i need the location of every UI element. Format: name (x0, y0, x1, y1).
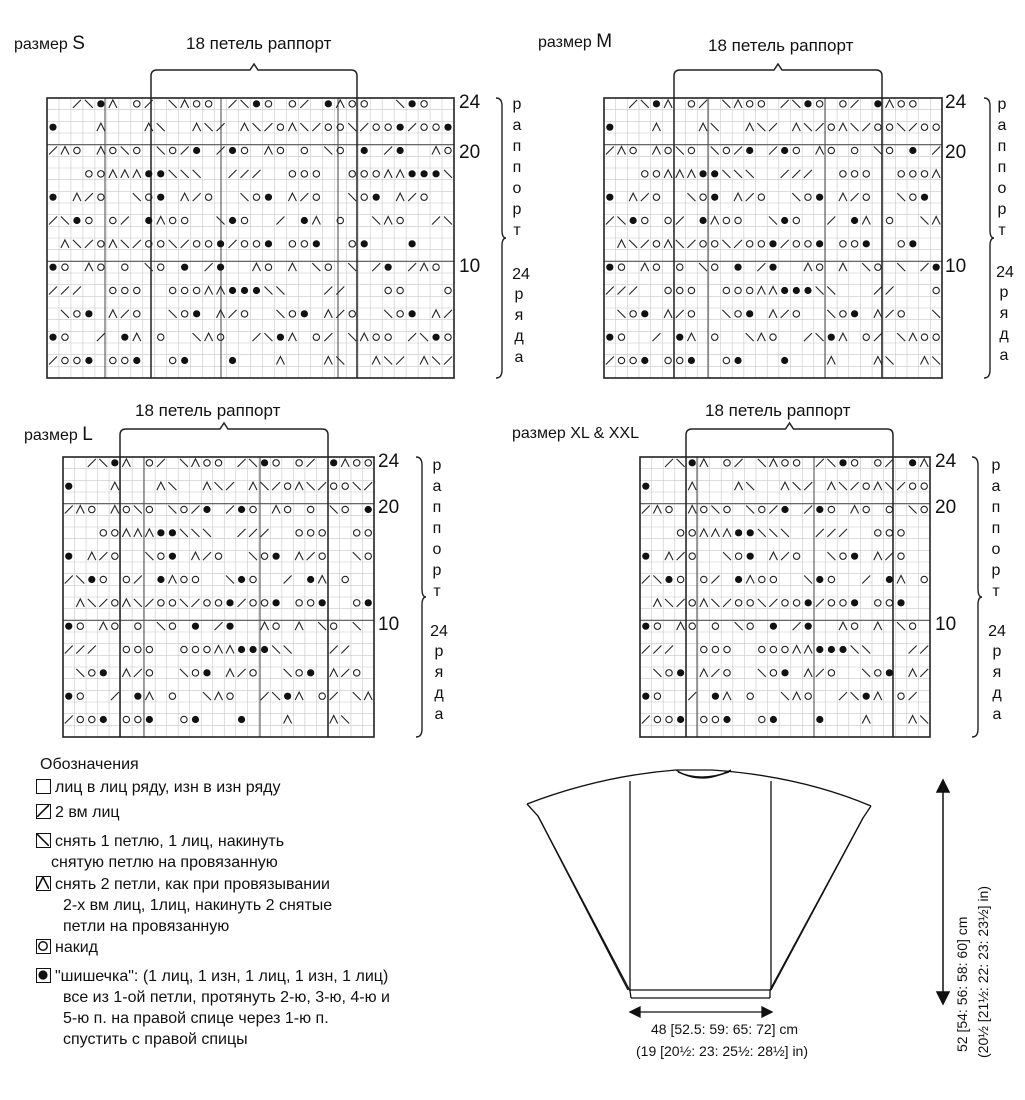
side-letter: р (432, 457, 442, 474)
legend-text: накид (55, 939, 99, 956)
side-letter: я (999, 305, 1009, 322)
chart-xl-row-24: 24 (935, 451, 957, 472)
side-letter: я (514, 307, 524, 324)
side-letter: т (433, 583, 441, 600)
left-edge-inner (538, 816, 628, 990)
size-prefix: размер (24, 427, 78, 444)
chart-m-side-count: 24 (996, 264, 1014, 281)
side-letter: а (512, 117, 522, 134)
chart-s-row-24: 24 (459, 92, 481, 113)
left-edge (527, 804, 631, 998)
side-letter: р (514, 286, 524, 303)
legend-text: 5-ю п. на правой спице через 1-ю п. (63, 1010, 329, 1027)
height-cm: 52 [54: 56: 58: 60] cm (954, 916, 970, 1052)
side-letter: а (432, 478, 442, 495)
chart-xl-repeat-label: 18 петель раппорт (705, 401, 851, 420)
side-letter: р (512, 201, 522, 218)
garment-top-edge (527, 770, 871, 806)
side-letter: п (997, 159, 1007, 176)
side-letter: п (432, 499, 442, 516)
side-letter: а (992, 706, 1002, 723)
size-prefix: размер (14, 36, 68, 53)
height-in: (20½ [21½: 22: 23: 23½] in) (975, 885, 991, 1058)
chart-xl-row-20: 20 (935, 497, 957, 518)
legend-text: лиц в лиц ряду, изн в изн ряду (55, 779, 281, 796)
legend-text: все из 1-ой петли, протянуть 2-ю, 3-ю, 4-ю и (63, 989, 390, 1006)
side-letter: р (999, 284, 1009, 301)
legend-text: 2-х вм лиц, 1лиц, накинуть 2 снятые (63, 897, 333, 914)
side-letter: я (992, 664, 1002, 681)
size-name: S (72, 33, 85, 54)
size-prefix: размер (538, 34, 592, 51)
chart-m-row-20: 20 (945, 142, 967, 163)
side-letter: р (997, 201, 1007, 218)
chart-s-repeat-label: 18 петель раппорт (186, 34, 332, 53)
size-name: L (82, 424, 93, 445)
width-arrow (630, 1007, 772, 1017)
legend-text: снять 1 петлю, 1 лиц, накинуть (55, 833, 285, 850)
side-letter: т (992, 583, 1000, 600)
side-letter: п (991, 499, 1001, 516)
chart-s-side-count: 24 (512, 266, 530, 283)
chart-m-repeat-label: 18 петель раппорт (708, 36, 854, 55)
right-edge (770, 806, 871, 998)
chart-m-row-24: 24 (945, 92, 967, 113)
garment-outline (527, 770, 871, 998)
chart-l-row-24: 24 (378, 451, 400, 472)
side-letter: я (434, 664, 444, 681)
chart-l-row-20: 20 (378, 497, 400, 518)
right-edge-inner (771, 818, 863, 990)
height-arrow (937, 780, 949, 1004)
width-cm: 48 [52.5: 59: 65: 72] cm (651, 1021, 799, 1037)
legend-text: снять 2 петли, как при провязывании (55, 876, 330, 893)
size-prefix: размер (512, 425, 566, 442)
side-letter: р (991, 562, 1001, 579)
neckline-inner (678, 772, 729, 777)
chart-m-row-10: 10 (945, 256, 967, 277)
legend-title: Обозначения (40, 756, 139, 773)
size-name: XL & XXL (570, 425, 639, 442)
chart-xl-side-count: 24 (988, 623, 1006, 640)
size-name: M (596, 31, 613, 52)
side-letter: а (434, 706, 444, 723)
side-letter: д (992, 685, 1002, 702)
side-letter: п (512, 159, 522, 176)
legend-text: снятую петлю на провязанную (51, 854, 278, 871)
side-letter: р (512, 96, 522, 113)
side-letter: а (991, 478, 1001, 495)
side-letter: а (514, 349, 524, 366)
side-letter: р (992, 643, 1002, 660)
side-letter: д (514, 328, 524, 345)
legend-text: "шишечка": (1 лиц, 1 изн, 1 лиц, 1 изн, 1 лиц) (55, 968, 389, 985)
side-letter: о (991, 541, 1001, 558)
chart-l-repeat-label: 18 петель раппорт (135, 401, 281, 420)
side-letter: о (997, 180, 1007, 197)
side-letter: п (997, 138, 1007, 155)
legend-text: петли на провязанную (63, 918, 230, 935)
chart-l-row-10: 10 (378, 614, 400, 635)
side-letter: о (432, 541, 442, 558)
width-in: (19 [20½: 23: 25½: 28½] in) (636, 1043, 809, 1059)
side-letter: р (432, 562, 442, 579)
side-letter: п (991, 520, 1001, 537)
side-letter: д (999, 326, 1009, 343)
side-letter: д (434, 685, 444, 702)
side-letter: п (512, 138, 522, 155)
chart-l-side-count: 24 (430, 623, 448, 640)
side-letter: р (997, 96, 1007, 113)
chart-s-row-10: 10 (459, 256, 481, 277)
side-letter: т (513, 222, 521, 239)
side-letter: о (512, 180, 522, 197)
chart-s-row-20: 20 (459, 142, 481, 163)
side-letter: т (998, 222, 1006, 239)
legend-text: 2 вм лиц (55, 804, 120, 821)
legend-text: спустить с правой спицы (63, 1031, 248, 1048)
side-letter: п (432, 520, 442, 537)
side-letter: р (991, 457, 1001, 474)
side-letter: р (434, 643, 444, 660)
chart-xl-row-10: 10 (935, 614, 957, 635)
side-letter: а (999, 347, 1009, 364)
side-letter: а (997, 117, 1007, 134)
